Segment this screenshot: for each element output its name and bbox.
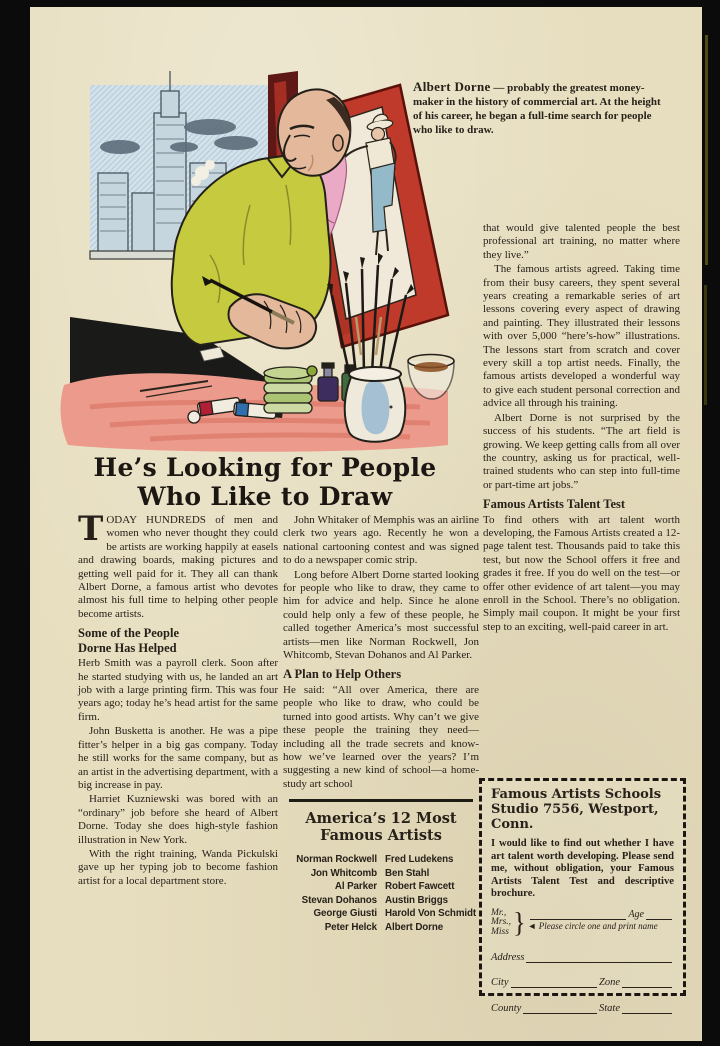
divider-rule <box>289 799 473 802</box>
artist-name: Norman Rockwell <box>296 854 377 866</box>
artist-name: Harold Von Schmidt <box>385 908 477 920</box>
address-field-line <box>526 954 672 963</box>
artists-box-title: America’s 12 Most Famous Artists <box>305 810 457 845</box>
address-label: Address <box>491 951 525 963</box>
age-label: Age <box>628 908 644 920</box>
column-left <box>78 509 278 889</box>
paragraph-he-said: He said: “All over America, there are people who like to draw, who could be turned into good artists. Why can’t we give these people the training they need—including all the trade secrets and know-how we’ve learned over the years? I’m suggesting a new kind of school—a home-study art school <box>283 683 479 790</box>
artists-right-column <box>381 853 479 934</box>
county-state-field-row <box>491 1003 674 1014</box>
artist-name: George Giusti <box>313 908 377 920</box>
paragraph-harriet-kuzniewski: Harriet Kuzniewski was bored with an “ordinary” job before she heard of Albert Dorne. Today she does high-style fashion illustration in New York. <box>78 793 278 846</box>
coupon-body-text: I would like to find out whether I have art talent worth developing. Please send me, without obligation, your Famous Artists Talent Test and descriptive brochure. <box>491 838 674 900</box>
circle-one-note: ◄ Please circle one and print name <box>527 920 658 931</box>
subhead-talent-test: Famous Artists Talent Test <box>483 497 626 512</box>
artist-name: Fred Ludekens <box>385 854 454 866</box>
mail-coupon <box>479 778 686 1014</box>
address-field-row <box>491 952 674 963</box>
artist-name: Al Parker <box>334 881 377 893</box>
headline <box>60 453 470 511</box>
paragraph-john-busketta: John Busketta is another. He was a pipe fitter’s helper in a big gas company. Today he still works for the same company, but as an artist in the advertising department, with a big increase in pay. <box>78 725 278 791</box>
subhead-plan-to-help: A Plan to Help Others <box>283 667 402 682</box>
name-field-area <box>528 909 674 932</box>
caption-text: — probably the greatest money-maker in the history of commercial art. At the height of his career, he began a full-time search for people who like to draw. <box>413 82 661 136</box>
paragraph-not-surprised: Albert Dorne is not surprised by the success of his students. “The art field is growing. We keep getting calls from all over the country, asking us for practical, well-trained students who can step into full-time or part-time art jobs.” <box>483 411 680 491</box>
city-label: City <box>491 977 509 989</box>
artists-name-list <box>283 853 479 934</box>
headline-line1: He’s Looking for People <box>93 453 437 482</box>
artist-name: Peter Helck <box>324 921 377 933</box>
coupon-title: Famous Artists Schools Studio 7556, Westport, Conn. <box>491 787 662 832</box>
zone-field-line <box>622 979 672 988</box>
caption-name: Albert Dorne <box>413 79 491 94</box>
state-label: State <box>599 1002 620 1014</box>
headline-line2: Who Like to Draw <box>137 482 393 511</box>
artists-left-column <box>283 853 381 934</box>
artist-name: Stevan Dohanos <box>301 894 377 906</box>
adjacent-page-edge <box>704 285 707 405</box>
dropcap: T <box>78 509 104 549</box>
age-field-line <box>646 911 672 920</box>
salutation-options: Mr., Mrs., Miss <box>491 907 512 937</box>
artist-name: Albert Dorne <box>385 921 444 933</box>
state-field-line <box>622 1005 672 1014</box>
paragraph-continued: that would give talented people the best professional art training, no matter where they live.” <box>483 222 680 261</box>
paragraph-herb-smith: Herb Smith was a payroll clerk. Soon after he started studying with us, he landed an art job with a large printing firm. This was four years ago; today he’s head artist for the same firm. <box>78 657 278 723</box>
artist-name: Robert Fawcett <box>385 881 455 893</box>
paragraph-john-whitaker: John Whitaker of Memphis was an airline clerk two years ago. Recently he won a national cartooning contest and was signed to do a newspaper comic strip. <box>283 514 479 567</box>
column-middle <box>283 514 479 934</box>
artist-name: Jon Whitcomb <box>310 867 377 879</box>
intro-paragraph: TODAY HUNDREDS of men and women who never thought they could be artists are working happily at easels and drawing boards, making pictures and getting well paid for it. They all can thank Albert Dorne, a famous artist who devotes almost his full time to helping other people become artists. <box>78 509 278 620</box>
albert-dorne-illustration <box>50 55 455 455</box>
comic-back-cover-page <box>30 7 702 1041</box>
photo-caption <box>413 80 671 137</box>
salutation-row <box>491 906 674 939</box>
county-field-line <box>523 1005 597 1014</box>
city-zone-field-row <box>491 977 674 988</box>
paragraph-famous-artists-agreed: The famous artists agreed. Taking time from their busy careers, they spent several years creating a remarkable series of art lessons covering every aspect of drawing and painting. They illustrated their lessons with over 5,000 “here’s-how” illustrations. The lessons start from scratch and cover every skill a top artist needs. Finally, the famous artists developed a wonderful way to give each student personal correction and advice all through his training. <box>483 263 680 410</box>
zone-label: Zone <box>599 977 620 989</box>
subhead-people-helped: Some of the People Dorne Has Helped <box>78 626 180 655</box>
adjacent-page-edge <box>705 35 708 265</box>
name-field-line <box>530 911 627 920</box>
famous-artists-box <box>283 799 479 934</box>
column-right <box>483 222 680 635</box>
paragraph-talent-test: To find others with art talent worth developing, the Famous Artists created a 12-page talent test. Thousands paid to take this test, but now the School offers it free and grades it free. If you do well on the test—or offer other evidence of art talent—you may enroll in the School. There’s no obligation. Simply mail coupon. It might be your first step to an exciting, well-paid career in art. <box>483 513 680 633</box>
city-field-line <box>511 979 598 988</box>
county-label: County <box>491 1002 522 1014</box>
paragraph-wanda-pickulski: With the right training, Wanda Pickulski gave up her typing job to become fashion artist for a local department store. <box>78 847 278 887</box>
artist-name: Austin Briggs <box>385 894 448 906</box>
artist-name: Ben Stahl <box>385 867 430 879</box>
paragraph-long-before: Long before Albert Dorne started looking for people who like to draw, they came to him for advice and help. Since he alone could help only a few of these people, he called together America’s most successful artists—men like Norman Rockwell, Jon Whitcomb, Stevan Dohanos and Al Parker. <box>283 568 479 662</box>
salutation-brace: } <box>513 906 526 939</box>
